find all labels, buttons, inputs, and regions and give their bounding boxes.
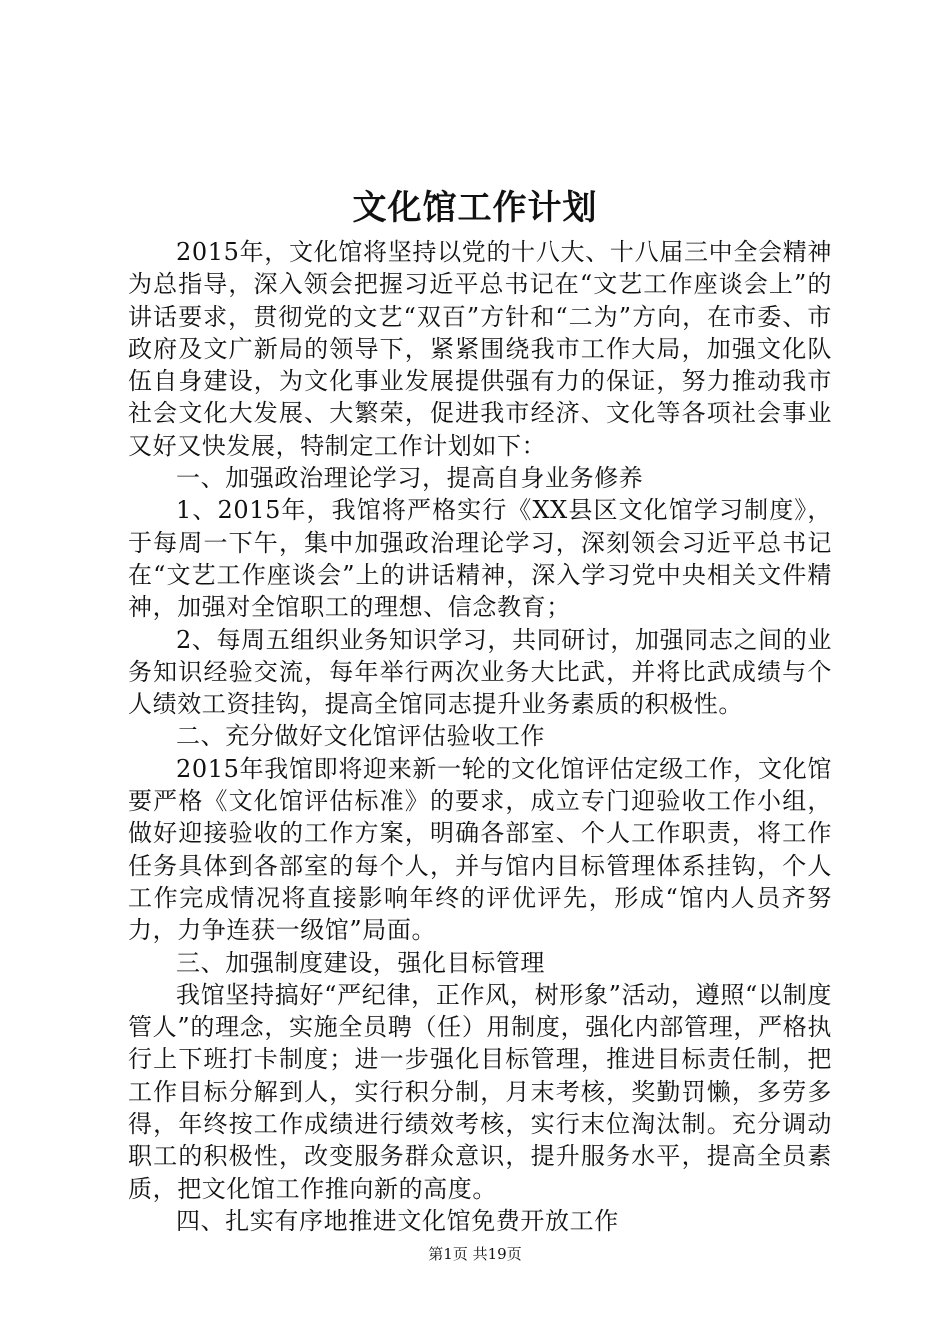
section-heading-3: 三、加强制度建设，强化目标管理 (176, 948, 545, 977)
section-heading-1: 一、加强政治理论学习，提高自身业务修养 (176, 464, 644, 493)
body-paragraph: 我馆坚持搞好“严纪律，正作风，树形象”活动，遵照“以制度管人”的理念，实施全员聘（任）用制度，强化内部管理，严格执行上下班打卡制度；进一步强化目标管理，推进目标责任制，把工作目标分解到人，实行积分制，月末考核，奖勤罚懒，多劳多得，年终按工作成绩进行绩效考核，实行末位淘汰制。充分调动职工的积极性，改变服务群众意识，提升服务水平，提高全员素质，把文化馆工作推向新的高度。 (128, 980, 832, 1203)
document-body (128, 236, 832, 1237)
body-paragraph: 2、每周五组织业务知识学习，共同研讨，加强同志之间的业务知识经验交流，每年举行两次业务大比武，并将比武成绩与个人绩效工资挂钩，提高全馆同志提升业务素质的积极性。 (128, 625, 832, 719)
section-heading-4: 四、扎实有序地推进文化馆免费开放工作 (176, 1206, 619, 1235)
intro-paragraph: 2015年，文化馆将坚持以党的十八大、十八届三中全会精神为总指导，深入领会把握习近平总书记在“文艺工作座谈会上”的讲话要求，贯彻党的文艺“双百”方针和“二为”方向，在市委、市政府及文广新局的领导下，紧紧围绕我市工作大局，加强文化队伍自身建设，为文化事业发展提供强有力的保证，努力推动我市社会文化大发展、大繁荣，促进我市经济、文化等各项社会事业又好又快发展，特制定工作计划如下： (128, 238, 832, 460)
page-footer: 第1页 共19页 (428, 1245, 522, 1263)
body-paragraph: 2015年我馆即将迎来新一轮的文化馆评估定级工作，文化馆要严格《文化馆评估标准》的要求，成立专门迎验收工作小组，做好迎接验收的工作方案，明确各部室、个人工作职责，将工作任务具体到各部室的每个人，并与馆内目标管理体系挂钩，个人工作完成情况将直接影响年终的评优评先，形成“馆内人员齐努力，力争连获一级馆”局面。 (128, 754, 832, 945)
document-title: 文化馆工作计划 (352, 188, 598, 228)
body-paragraph: 1、2015年，我馆将严格实行《XX县区文化馆学习制度》，于每周一下午，集中加强政治理论学习，深刻领会习近平总书记在“文艺工作座谈会”上的讲话精神，深入学习党中央相关文件精神，加强对全馆职工的理想、信念教育； (128, 496, 832, 622)
section-heading-2: 二、充分做好文化馆评估验收工作 (176, 722, 545, 751)
